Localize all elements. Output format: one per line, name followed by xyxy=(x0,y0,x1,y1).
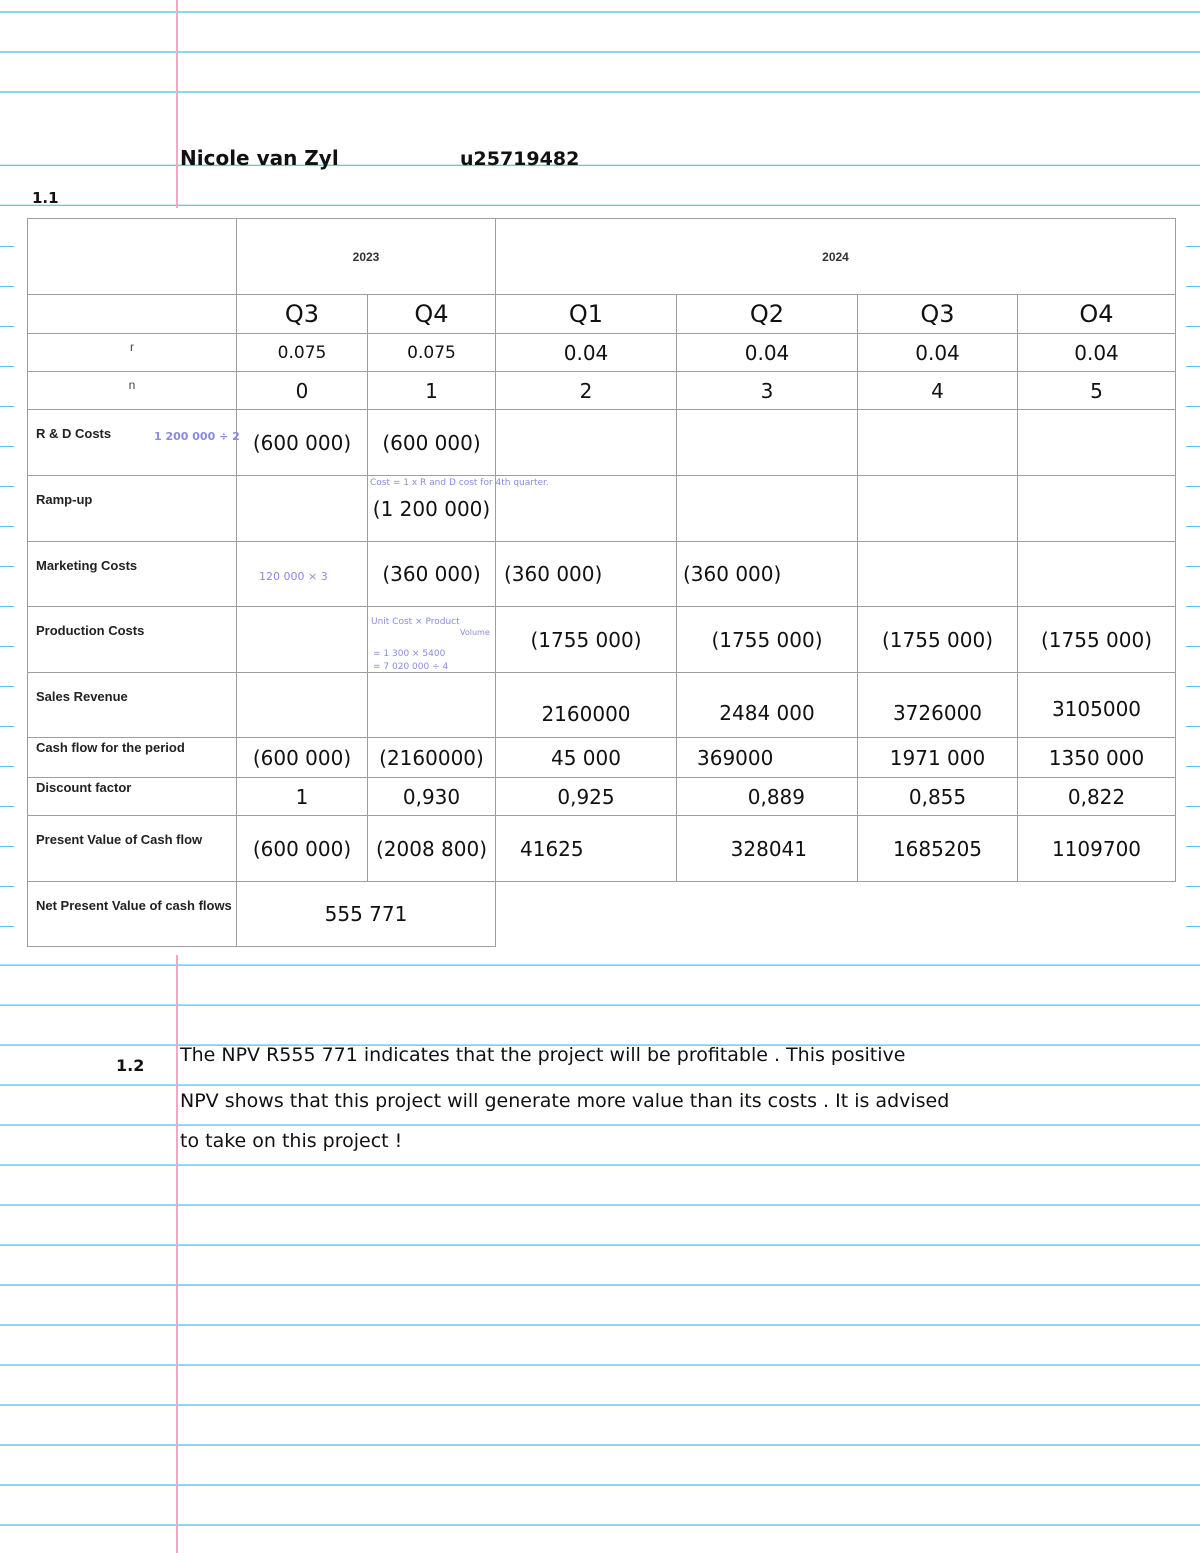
row-label-r: r xyxy=(28,334,237,372)
npv-table xyxy=(27,218,1176,947)
table-row-sales xyxy=(28,673,1176,738)
row-label-rd-costs xyxy=(28,410,240,476)
present-value-cell: 1685205 xyxy=(858,816,1018,882)
marketing-cell: (360 000) xyxy=(677,542,858,607)
rate-cell: 0.075 xyxy=(237,334,368,372)
quarter-cell: Q3 xyxy=(858,295,1018,334)
period-cell: 0 xyxy=(237,372,368,410)
table-corner-cell xyxy=(28,219,237,295)
rate-cell: 0.04 xyxy=(496,334,677,372)
sales-cell: 2160000 xyxy=(496,673,677,738)
ramp-up-note: Cost = 1 x R and D cost for 4th quarter. xyxy=(370,478,549,488)
production-note-3: = 1 300 × 5400 xyxy=(373,649,446,659)
rd-costs-note: 1 200 000 ÷ 2 xyxy=(154,430,240,443)
rate-cell: 0.075 xyxy=(368,334,496,372)
discount-cell: 1 xyxy=(237,778,368,816)
row-label-production: Production Costs xyxy=(28,607,237,673)
table-row-npv xyxy=(28,882,1176,947)
row-label-sales: Sales Revenue xyxy=(28,673,237,738)
present-value-cell: (2008 800) xyxy=(368,816,496,882)
student-name: Nicole van Zyl xyxy=(180,146,339,170)
sales-cell: 3105000 xyxy=(1018,673,1176,738)
rd-cost-cell: (600 000) xyxy=(368,410,496,476)
production-cell: (1755 000) xyxy=(858,607,1018,673)
table-row-r xyxy=(28,334,1176,372)
cashflow-cell: 1971 000 xyxy=(858,738,1018,778)
discount-cell: 0,855 xyxy=(858,778,1018,816)
cashflow-cell: (600 000) xyxy=(237,738,368,778)
row-label-ramp-up: Ramp-up xyxy=(28,476,237,542)
margin-line-top xyxy=(176,0,178,208)
present-value-cell: (600 000) xyxy=(237,816,368,882)
present-value-cell: 1109700 xyxy=(1018,816,1176,882)
cashflow-cell: 369000 xyxy=(677,738,858,778)
rd-costs-label: R & D Costs xyxy=(36,426,112,441)
quarter-cell: O4 xyxy=(1018,295,1176,334)
discount-cell: 0,889 xyxy=(677,778,858,816)
row-label-n: n xyxy=(28,372,237,410)
table-row-rd-costs xyxy=(28,410,1176,476)
present-value-cell: 41625 xyxy=(496,816,677,882)
marketing-note: 120 000 × 3 xyxy=(259,570,328,583)
table-row-quarters xyxy=(28,295,1176,334)
row-label-present-value: Present Value of Cash flow xyxy=(28,816,237,882)
table-row-years xyxy=(28,219,1176,295)
discount-cell: 0,822 xyxy=(1018,778,1176,816)
table-row-n xyxy=(28,372,1176,410)
production-cell: (1755 000) xyxy=(1018,607,1176,673)
npv-value-cell: 555 771 xyxy=(237,882,496,947)
discount-cell: 0,930 xyxy=(368,778,496,816)
table-row-present-value xyxy=(28,816,1176,882)
period-cell: 3 xyxy=(677,372,858,410)
row-label-npv: Net Present Value of cash flows xyxy=(28,882,237,947)
year-2024: 2024 xyxy=(496,219,1176,295)
period-cell: 5 xyxy=(1018,372,1176,410)
period-cell: 1 xyxy=(368,372,496,410)
table-row-discount xyxy=(28,778,1176,816)
rate-cell: 0.04 xyxy=(677,334,858,372)
quarter-cell: Q3 xyxy=(237,295,368,334)
year-2023: 2023 xyxy=(237,219,496,295)
table-row-ramp-up xyxy=(28,476,1176,542)
production-note-1: Unit Cost × Product xyxy=(371,617,460,627)
quarter-cell: Q1 xyxy=(496,295,677,334)
period-cell: 2 xyxy=(496,372,677,410)
production-note-2: Volume xyxy=(460,628,490,637)
quarter-cell: Q2 xyxy=(677,295,858,334)
table-row-marketing xyxy=(28,542,1176,607)
sales-cell: 3726000 xyxy=(858,673,1018,738)
cashflow-cell: 1350 000 xyxy=(1018,738,1176,778)
production-note-4: = 7 020 000 ÷ 4 xyxy=(373,662,449,672)
table-row-production xyxy=(28,607,1176,673)
section-number-1-2: 1.2 xyxy=(116,1056,145,1075)
present-value-cell: 328041 xyxy=(677,816,858,882)
rate-cell: 0.04 xyxy=(858,334,1018,372)
ramp-up-cell xyxy=(368,476,549,542)
row-label-discount: Discount factor xyxy=(28,778,237,816)
sales-cell: 2484 000 xyxy=(677,673,858,738)
row-label-marketing: Marketing Costs xyxy=(28,542,237,607)
row-label-cashflow: Cash flow for the period xyxy=(28,738,237,778)
marketing-cell: (360 000) xyxy=(496,542,677,607)
cashflow-cell: 45 000 xyxy=(496,738,677,778)
section-number-1-1: 1.1 xyxy=(32,189,59,207)
table-row-cashflow xyxy=(28,738,1176,778)
production-note-cell xyxy=(368,607,496,673)
period-cell: 4 xyxy=(858,372,1018,410)
margin-line-bottom xyxy=(176,955,178,1553)
production-cell: (1755 000) xyxy=(496,607,677,673)
answer-line-2: NPV shows that this project will generate more value than its costs . It is advised xyxy=(180,1090,950,1112)
discount-cell: 0,925 xyxy=(496,778,677,816)
student-number: u25719482 xyxy=(460,148,580,170)
cashflow-cell: (2160000) xyxy=(368,738,496,778)
rd-cost-cell: (600 000) xyxy=(237,410,368,476)
quarter-cell: Q4 xyxy=(368,295,496,334)
marketing-cell: (360 000) xyxy=(368,542,496,607)
answer-line-3: to take on this project ! xyxy=(180,1130,403,1152)
rate-cell: 0.04 xyxy=(1018,334,1176,372)
answer-line-1: The NPV R555 771 indicates that the project will be profitable . This positive xyxy=(180,1044,906,1066)
production-cell: (1755 000) xyxy=(677,607,858,673)
ramp-up-value: (1 200 000) xyxy=(372,496,491,521)
